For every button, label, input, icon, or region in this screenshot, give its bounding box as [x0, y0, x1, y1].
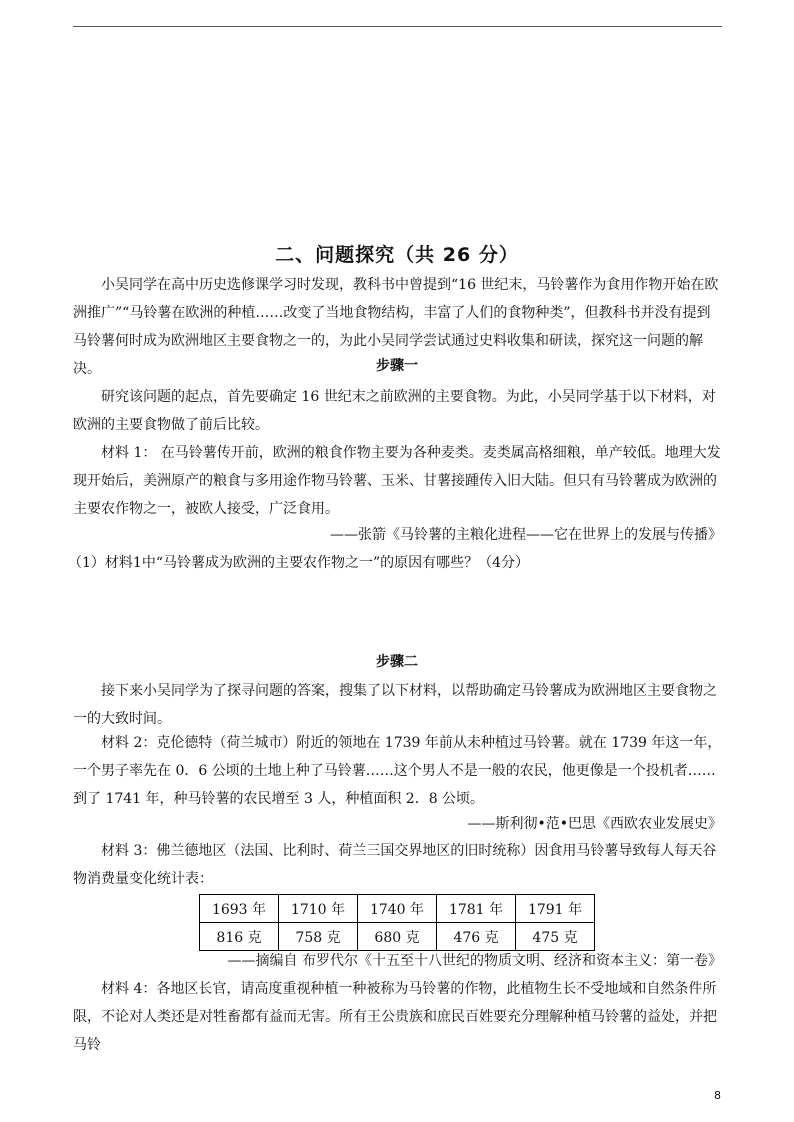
step2-title: 步骤二	[376, 654, 418, 670]
table-cell: 1781 年	[437, 895, 516, 923]
intro-paragraph: 小吴同学在高中历史选修课学习时发现，教科书中曾提到“16 世纪末，马铃薯作为食用作物开始在欧洲推广”“马铃薯在欧洲的种植……改变了当地食物结构，丰富了人们的食物种类”，但教科书并没有提到马铃薯何时成为欧洲地区主要食物之一的，为此小吴同学尝试通过史料收集和研读，探究这一问题的解决。	[73, 277, 719, 377]
table-cell: 1740 年	[358, 895, 437, 923]
table-cell: 816 克	[200, 923, 279, 951]
step1-desc: 研究该问题的起点，首先要确定 16 世纪末之前欧洲的主要食物。为此，小吴同学基于以下材料，对欧洲的主要食物做了前后比较。	[73, 389, 716, 433]
header-rule	[73, 26, 722, 27]
question1: （1）材料1中“马铃薯成为欧洲的主要农作物之一”的原因有哪些？（4分）	[68, 555, 530, 571]
table-cell: 758 克	[279, 923, 358, 951]
table-cell: 475 克	[516, 923, 595, 951]
source1: ——张箭《马铃薯的主粮化进程——它在世界上的发展与传播》	[330, 527, 722, 543]
table-row	[200, 895, 595, 923]
step2-desc: 接下来小吴同学为了探寻问题的答案，搜集了以下材料，以帮助确定马铃薯成为欧洲地区主要食物之一的大致时间。	[73, 683, 717, 727]
grain-consumption-table	[199, 894, 595, 951]
source3: ——摘编自 布罗代尔《十五至十八世纪的物质文明、经济和资本主义：第一卷》	[227, 953, 722, 969]
table-cell: 1791 年	[516, 895, 595, 923]
source2: ——斯利彻•范•巴思《西欧农业发展史》	[467, 816, 722, 832]
material4: 材料 4：各地区长官，请高度重视种植一种被称为马铃薯的作物，此植物生长不受地域和自然条件所限，不论对人类还是对牲畜都有益而无害。所有王公贵族和庶民百姓要充分理解种植马铃薯的益处，并把马铃	[73, 981, 717, 1053]
material2: 材料 2：克伦德特（荷兰城市）附近的领地在 1739 年前从未种植过马铃薯。就在 1739 年这一年，一个男子率先在 0．6 公顷的土地上种了马铃薯……这个男人不是一般的农民，他更像是一个投机者……到了 1741 年，种马铃薯的农民增至 3 人，种植面积 2．8 公顷。	[73, 735, 722, 807]
page-number: 8	[714, 1089, 721, 1102]
table-cell: 476 克	[437, 923, 516, 951]
section-title: 二、问题探究（共 26 分）	[275, 244, 519, 266]
material3: 材料 3：佛兰德地区（法国、比利时、荷兰三国交界地区的旧时统称）因食用马铃薯导致每人每天谷物消费量变化统计表：	[73, 843, 717, 887]
material1: 材料 1： 在马铃薯传开前，欧洲的粮食作物主要为各种麦类。麦类属高格细粮，单产较低。地理大发现开始后，美洲原产的粮食与多用途作物马铃薯、玉米、甘薯接踵传入旧大陆。但只有马铃薯成为欧洲的主要农作物之一，被欧人接受，广泛食用。	[73, 445, 721, 517]
table-cell: 1710 年	[279, 895, 358, 923]
step1-title: 步骤一	[376, 358, 418, 374]
table-cell: 1693 年	[200, 895, 279, 923]
table-cell: 680 克	[358, 923, 437, 951]
